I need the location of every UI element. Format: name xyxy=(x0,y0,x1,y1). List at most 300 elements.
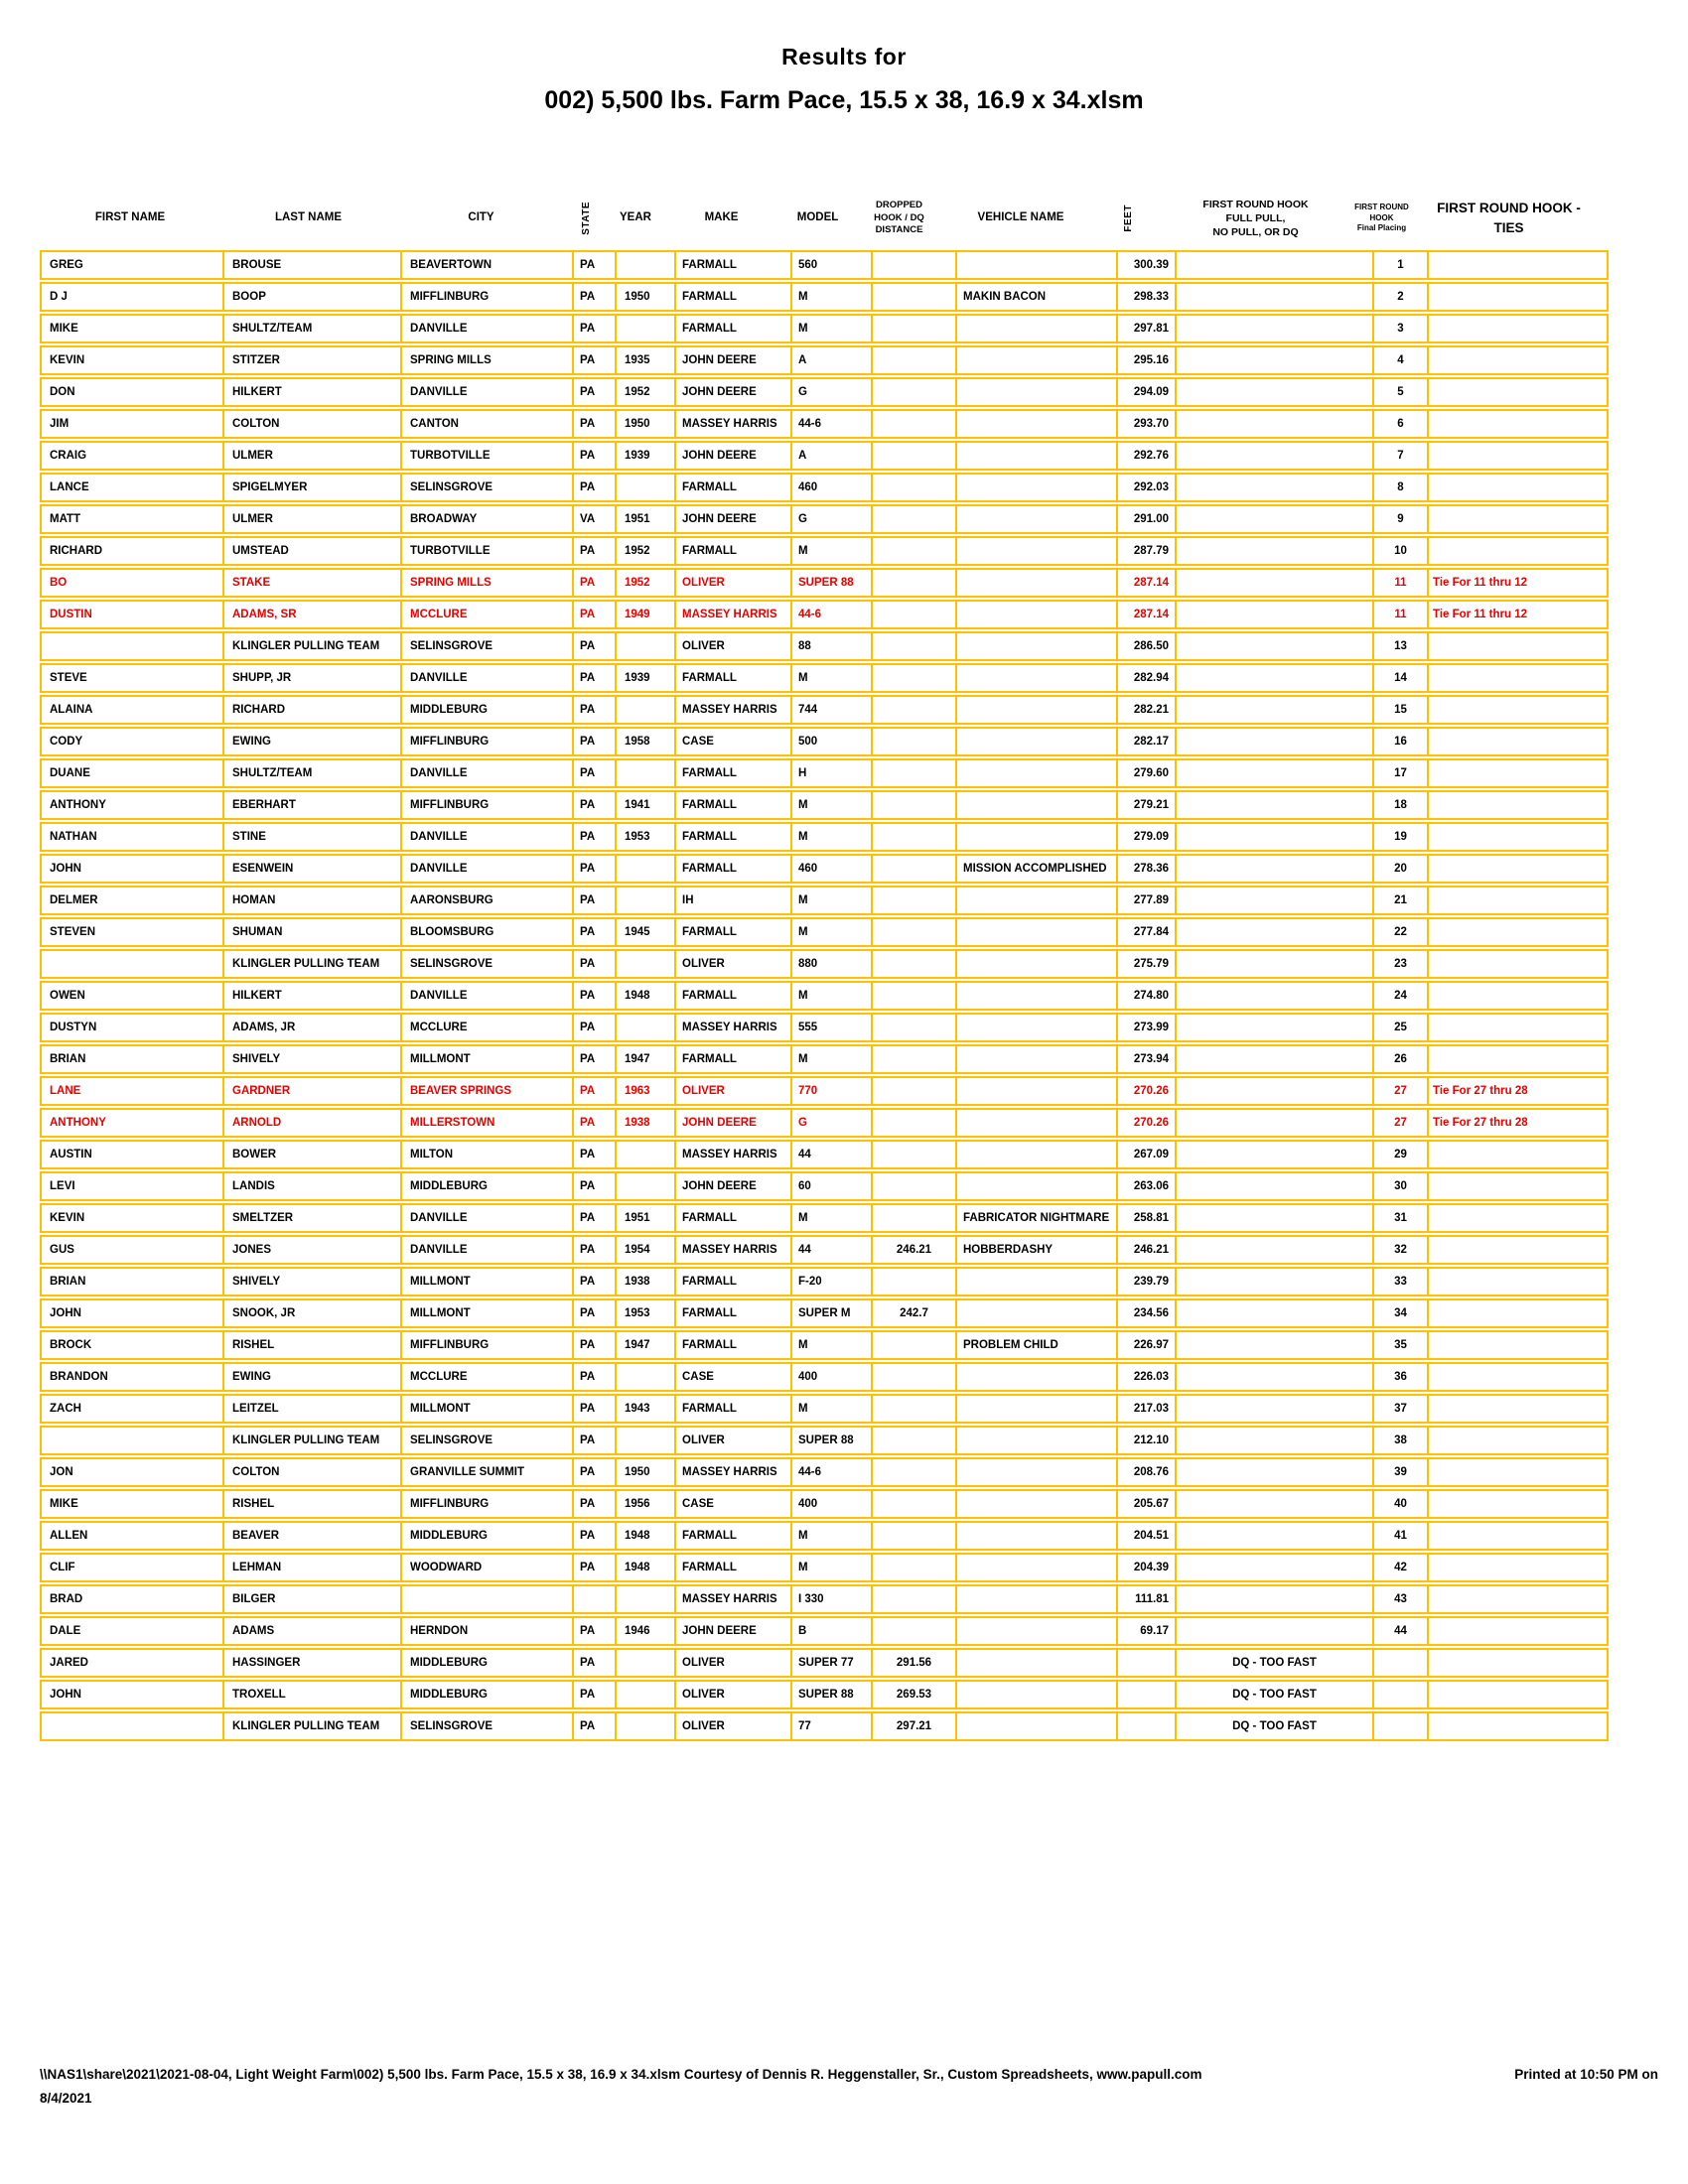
vehicle-cell xyxy=(955,538,1116,564)
feet-cell: 212.10 xyxy=(1116,1428,1175,1453)
year-cell xyxy=(615,856,674,882)
header-first-round-hook: FIRST ROUND HOOK FULL PULL, NO PULL, OR DQ xyxy=(1202,198,1309,239)
ties-cell xyxy=(1427,379,1607,405)
dropped-cell xyxy=(871,1428,955,1453)
first-cell: DELMER xyxy=(50,893,98,906)
model-cell: M xyxy=(790,919,871,945)
make-cell: CASE xyxy=(674,729,790,754)
vehicle-cell xyxy=(955,1586,1116,1612)
feet-cell: 287.79 xyxy=(1116,538,1175,564)
city-cell: MIDDLEBURG xyxy=(400,1173,572,1199)
make-cell: JOHN DEERE xyxy=(674,1110,790,1136)
state-cell: PA xyxy=(572,919,615,945)
placing-cell: 11 xyxy=(1372,602,1427,627)
state-cell: PA xyxy=(572,1269,615,1295)
first-cell: BO xyxy=(50,576,68,589)
ties-cell xyxy=(1427,1300,1607,1326)
vehicle-cell xyxy=(955,379,1116,405)
header-city: CITY xyxy=(468,211,494,224)
ties-cell xyxy=(1427,252,1607,278)
state-cell: PA xyxy=(572,856,615,882)
state-cell xyxy=(572,1586,615,1612)
city-cell: MILLMONT xyxy=(400,1269,572,1295)
header-year: YEAR xyxy=(620,211,651,224)
feet-cell: 267.09 xyxy=(1116,1142,1175,1167)
last-cell: COLTON xyxy=(222,1459,400,1485)
hook-cell xyxy=(1175,792,1372,818)
vehicle-cell xyxy=(955,506,1116,532)
dropped-cell xyxy=(871,824,955,850)
hook-cell xyxy=(1175,951,1372,977)
feet-cell: 287.14 xyxy=(1116,570,1175,596)
city-cell: MIFFLINBURG xyxy=(400,792,572,818)
ties-cell xyxy=(1427,1173,1607,1199)
table-row xyxy=(40,1076,1609,1106)
hook-cell xyxy=(1175,665,1372,691)
make-cell: FARMALL xyxy=(674,1523,790,1549)
ties-cell xyxy=(1427,1364,1607,1390)
feet-cell: 217.03 xyxy=(1116,1396,1175,1422)
last-cell: KLINGLER PULLING TEAM xyxy=(222,633,400,659)
state-cell: PA xyxy=(572,1428,615,1453)
dropped-cell xyxy=(871,1618,955,1644)
dropped-cell xyxy=(871,919,955,945)
state-cell: PA xyxy=(572,475,615,500)
model-cell: F-20 xyxy=(790,1269,871,1295)
first-cell: STEVEN xyxy=(50,925,96,938)
placing-cell: 7 xyxy=(1372,443,1427,469)
model-cell: 44-6 xyxy=(790,411,871,437)
hook-cell xyxy=(1175,887,1372,913)
hook-cell: DQ - TOO FAST xyxy=(1175,1682,1372,1707)
year-cell xyxy=(615,1364,674,1390)
make-cell: OLIVER xyxy=(674,633,790,659)
last-cell: SHULTZ/TEAM xyxy=(222,316,400,341)
hook-cell xyxy=(1175,1300,1372,1326)
last-cell: ARNOLD xyxy=(222,1110,400,1136)
first-cell: BRIAN xyxy=(50,1052,86,1065)
vehicle-cell xyxy=(955,1713,1116,1739)
city-cell: MIFFLINBURG xyxy=(400,1491,572,1517)
city-cell: HERNDON xyxy=(400,1618,572,1644)
first-cell: STEVE xyxy=(50,671,87,684)
hook-cell xyxy=(1175,1332,1372,1358)
model-cell: 744 xyxy=(790,697,871,723)
first-cell: JIM xyxy=(50,417,70,430)
year-cell: 1950 xyxy=(615,411,674,437)
first-cell: JARED xyxy=(50,1656,88,1669)
ties-cell xyxy=(1427,1142,1607,1167)
state-cell: PA xyxy=(572,411,615,437)
make-cell: FARMALL xyxy=(674,919,790,945)
dropped-cell xyxy=(871,602,955,627)
first-cell: ALLEN xyxy=(50,1529,88,1542)
model-cell: M xyxy=(790,1332,871,1358)
city-cell: DANVILLE xyxy=(400,379,572,405)
city-cell: BEAVER SPRINGS xyxy=(400,1078,572,1104)
last-cell: SMELTZER xyxy=(222,1205,400,1231)
make-cell: OLIVER xyxy=(674,1078,790,1104)
model-cell: 400 xyxy=(790,1364,871,1390)
year-cell: 1954 xyxy=(615,1237,674,1263)
feet-cell: 293.70 xyxy=(1116,411,1175,437)
year-cell: 1946 xyxy=(615,1618,674,1644)
last-cell: SHIVELY xyxy=(222,1046,400,1072)
year-cell: 1938 xyxy=(615,1110,674,1136)
title-line1: Results for xyxy=(781,44,907,69)
model-cell: M xyxy=(790,887,871,913)
dropped-cell: 269.53 xyxy=(871,1682,955,1707)
city-cell: DANVILLE xyxy=(400,856,572,882)
first-cell: DUSTIN xyxy=(50,608,92,620)
hook-cell xyxy=(1175,919,1372,945)
model-cell: 400 xyxy=(790,1491,871,1517)
vehicle-cell xyxy=(955,1618,1116,1644)
last-cell: BROUSE xyxy=(222,252,400,278)
last-cell: COLTON xyxy=(222,411,400,437)
year-cell: 1956 xyxy=(615,1491,674,1517)
ties-cell xyxy=(1427,443,1607,469)
make-cell: FARMALL xyxy=(674,284,790,310)
ties-cell xyxy=(1427,506,1607,532)
model-cell: 460 xyxy=(790,856,871,882)
ties-cell: Tie For 11 thru 12 xyxy=(1427,602,1607,627)
table-row xyxy=(40,314,1609,343)
feet-cell: 277.84 xyxy=(1116,919,1175,945)
table-row xyxy=(40,981,1609,1011)
city-cell: TURBOTVILLE xyxy=(400,443,572,469)
header-last-name: LAST NAME xyxy=(274,211,343,224)
placing-cell: 32 xyxy=(1372,1237,1427,1263)
header-dropped-hook: DROPPED HOOK / DQ DISTANCE xyxy=(874,200,924,236)
first-cell: DON xyxy=(50,385,75,398)
placing-cell: 16 xyxy=(1372,729,1427,754)
first-cell: KEVIN xyxy=(50,353,85,366)
first-cell xyxy=(42,1713,222,1739)
dropped-cell xyxy=(871,1173,955,1199)
table-row xyxy=(40,282,1609,312)
make-cell: FARMALL xyxy=(674,1332,790,1358)
placing-cell: 30 xyxy=(1372,1173,1427,1199)
city-cell: GRANVILLE SUMMIT xyxy=(400,1459,572,1485)
table-row xyxy=(40,631,1609,661)
last-cell: SHUPP, JR xyxy=(222,665,400,691)
placing-cell: 20 xyxy=(1372,856,1427,882)
last-cell: STINE xyxy=(222,824,400,850)
vehicle-cell xyxy=(955,1555,1116,1580)
table-row xyxy=(40,886,1609,915)
first-cell: MIKE xyxy=(50,1497,78,1510)
city-cell: CANTON xyxy=(400,411,572,437)
hook-cell xyxy=(1175,1396,1372,1422)
year-cell: 1951 xyxy=(615,1205,674,1231)
city-cell: DANVILLE xyxy=(400,1205,572,1231)
vehicle-cell xyxy=(955,252,1116,278)
vehicle-cell xyxy=(955,887,1116,913)
hook-cell xyxy=(1175,347,1372,373)
ties-cell xyxy=(1427,411,1607,437)
vehicle-cell xyxy=(955,983,1116,1009)
first-cell: DUSTYN xyxy=(50,1021,97,1033)
dropped-cell xyxy=(871,1015,955,1040)
placing-cell xyxy=(1372,1682,1427,1707)
hook-cell xyxy=(1175,1142,1372,1167)
hook-cell xyxy=(1175,1618,1372,1644)
city-cell: MCCLURE xyxy=(400,602,572,627)
placing-cell: 22 xyxy=(1372,919,1427,945)
placing-cell: 15 xyxy=(1372,697,1427,723)
dropped-cell xyxy=(871,983,955,1009)
make-cell: JOHN DEERE xyxy=(674,1618,790,1644)
feet-cell xyxy=(1116,1650,1175,1676)
table-row xyxy=(40,345,1609,375)
hook-cell xyxy=(1175,602,1372,627)
vehicle-cell xyxy=(955,570,1116,596)
vehicle-cell xyxy=(955,1110,1116,1136)
last-cell: LEITZEL xyxy=(222,1396,400,1422)
ties-cell xyxy=(1427,856,1607,882)
model-cell: M xyxy=(790,1523,871,1549)
first-cell: DALE xyxy=(50,1624,81,1637)
feet-cell: 286.50 xyxy=(1116,633,1175,659)
feet-cell: 297.81 xyxy=(1116,316,1175,341)
state-cell: PA xyxy=(572,1364,615,1390)
last-cell: STAKE xyxy=(222,570,400,596)
model-cell: M xyxy=(790,792,871,818)
dropped-cell xyxy=(871,951,955,977)
vehicle-cell xyxy=(955,665,1116,691)
year-cell: 1952 xyxy=(615,570,674,596)
feet-cell: 258.81 xyxy=(1116,1205,1175,1231)
table-row xyxy=(40,1680,1609,1709)
make-cell: JOHN DEERE xyxy=(674,1173,790,1199)
header-ties: FIRST ROUND HOOK - TIES xyxy=(1437,200,1581,235)
city-cell: SELINSGROVE xyxy=(400,951,572,977)
table-row xyxy=(40,1394,1609,1424)
hook-cell xyxy=(1175,697,1372,723)
year-cell xyxy=(615,697,674,723)
vehicle-cell xyxy=(955,1523,1116,1549)
make-cell: FARMALL xyxy=(674,1396,790,1422)
model-cell: SUPER 88 xyxy=(790,1682,871,1707)
vehicle-cell xyxy=(955,951,1116,977)
model-cell: 44 xyxy=(790,1142,871,1167)
city-cell: MILTON xyxy=(400,1142,572,1167)
make-cell: OLIVER xyxy=(674,570,790,596)
last-cell: EWING xyxy=(222,729,400,754)
placing-cell: 5 xyxy=(1372,379,1427,405)
make-cell: MASSEY HARRIS xyxy=(674,602,790,627)
table-row xyxy=(40,854,1609,884)
placing-cell: 1 xyxy=(1372,252,1427,278)
model-cell: M xyxy=(790,824,871,850)
make-cell: OLIVER xyxy=(674,951,790,977)
hook-cell xyxy=(1175,1364,1372,1390)
table-row xyxy=(40,568,1609,598)
placing-cell: 23 xyxy=(1372,951,1427,977)
dropped-cell xyxy=(871,1586,955,1612)
last-cell: EWING xyxy=(222,1364,400,1390)
make-cell: FARMALL xyxy=(674,983,790,1009)
make-cell: OLIVER xyxy=(674,1650,790,1676)
last-cell: ULMER xyxy=(222,443,400,469)
year-cell: 1947 xyxy=(615,1046,674,1072)
year-cell: 1963 xyxy=(615,1078,674,1104)
dropped-cell xyxy=(871,1205,955,1231)
first-cell: CODY xyxy=(50,735,83,748)
model-cell: SUPER 88 xyxy=(790,1428,871,1453)
last-cell: GARDNER xyxy=(222,1078,400,1104)
make-cell: CASE xyxy=(674,1364,790,1390)
year-cell: 1948 xyxy=(615,983,674,1009)
hook-cell xyxy=(1175,1078,1372,1104)
year-cell xyxy=(615,1586,674,1612)
header-vehicle-name: VEHICLE NAME xyxy=(977,211,1064,224)
dropped-cell xyxy=(871,443,955,469)
ties-cell xyxy=(1427,919,1607,945)
dropped-cell xyxy=(871,252,955,278)
header-feet: FEET xyxy=(1122,205,1134,232)
placing-cell: 33 xyxy=(1372,1269,1427,1295)
feet-cell: 279.60 xyxy=(1116,760,1175,786)
first-cell: MATT xyxy=(50,512,81,525)
hook-cell xyxy=(1175,760,1372,786)
table-body xyxy=(40,250,1609,1741)
hook-cell xyxy=(1175,1459,1372,1485)
dropped-cell xyxy=(871,1269,955,1295)
model-cell: H xyxy=(790,760,871,786)
vehicle-cell: MAKIN BACON xyxy=(955,284,1116,310)
state-cell: PA xyxy=(572,1142,615,1167)
hook-cell xyxy=(1175,538,1372,564)
dropped-cell xyxy=(871,729,955,754)
make-cell: CASE xyxy=(674,1491,790,1517)
feet-cell: 282.21 xyxy=(1116,697,1175,723)
city-cell: AARONSBURG xyxy=(400,887,572,913)
feet-cell: 287.14 xyxy=(1116,602,1175,627)
state-cell: PA xyxy=(572,729,615,754)
placing-cell: 34 xyxy=(1372,1300,1427,1326)
last-cell: BILGER xyxy=(222,1586,400,1612)
city-cell: MIDDLEBURG xyxy=(400,1523,572,1549)
first-cell: LANCE xyxy=(50,480,89,493)
placing-cell: 9 xyxy=(1372,506,1427,532)
dropped-cell xyxy=(871,1046,955,1072)
feet-cell: 282.17 xyxy=(1116,729,1175,754)
first-cell: JOHN xyxy=(50,1688,81,1701)
placing-cell: 4 xyxy=(1372,347,1427,373)
hook-cell xyxy=(1175,411,1372,437)
last-cell: ESENWEIN xyxy=(222,856,400,882)
city-cell: SELINSGROVE xyxy=(400,1428,572,1453)
first-cell: ANTHONY xyxy=(50,1116,106,1129)
year-cell: 1938 xyxy=(615,1269,674,1295)
year-cell xyxy=(615,1713,674,1739)
model-cell: M xyxy=(790,538,871,564)
vehicle-cell xyxy=(955,633,1116,659)
year-cell: 1939 xyxy=(615,443,674,469)
header-final-placing: FIRST ROUND HOOK Final Placing xyxy=(1354,203,1409,233)
hook-cell xyxy=(1175,1491,1372,1517)
model-cell: A xyxy=(790,347,871,373)
first-cell: JOHN xyxy=(50,862,81,875)
last-cell: SPIGELMYER xyxy=(222,475,400,500)
last-cell: HASSINGER xyxy=(222,1650,400,1676)
year-cell: 1950 xyxy=(615,284,674,310)
ties-cell xyxy=(1427,1459,1607,1485)
vehicle-cell xyxy=(955,1396,1116,1422)
table-row xyxy=(40,1171,1609,1201)
ties-cell xyxy=(1427,284,1607,310)
dropped-cell xyxy=(871,538,955,564)
feet-cell: 226.97 xyxy=(1116,1332,1175,1358)
vehicle-cell xyxy=(955,1300,1116,1326)
city-cell: SPRING MILLS xyxy=(400,347,572,373)
first-cell: OWEN xyxy=(50,989,85,1002)
feet-cell: 273.94 xyxy=(1116,1046,1175,1072)
placing-cell: 44 xyxy=(1372,1618,1427,1644)
hook-cell xyxy=(1175,1523,1372,1549)
year-cell: 1953 xyxy=(615,1300,674,1326)
state-cell: PA xyxy=(572,697,615,723)
vehicle-cell xyxy=(955,792,1116,818)
vehicle-cell xyxy=(955,316,1116,341)
feet-cell: 204.51 xyxy=(1116,1523,1175,1549)
model-cell: 44-6 xyxy=(790,1459,871,1485)
model-cell: 77 xyxy=(790,1713,871,1739)
feet-cell xyxy=(1116,1682,1175,1707)
state-cell: PA xyxy=(572,443,615,469)
year-cell xyxy=(615,1428,674,1453)
placing-cell: 2 xyxy=(1372,284,1427,310)
last-cell: UMSTEAD xyxy=(222,538,400,564)
dropped-cell xyxy=(871,1523,955,1549)
hook-cell xyxy=(1175,379,1372,405)
model-cell: 555 xyxy=(790,1015,871,1040)
feet-cell: 275.79 xyxy=(1116,951,1175,977)
placing-cell: 19 xyxy=(1372,824,1427,850)
city-cell: SELINSGROVE xyxy=(400,633,572,659)
last-cell: RICHARD xyxy=(222,697,400,723)
first-cell: ALAINA xyxy=(50,703,93,716)
feet-cell: 295.16 xyxy=(1116,347,1175,373)
dropped-cell xyxy=(871,1332,955,1358)
header-first-name: FIRST NAME xyxy=(94,211,166,224)
placing-cell: 39 xyxy=(1372,1459,1427,1485)
first-cell: BRAD xyxy=(50,1592,83,1605)
hook-cell xyxy=(1175,1015,1372,1040)
model-cell: 770 xyxy=(790,1078,871,1104)
table-row xyxy=(40,1298,1609,1328)
last-cell: ULMER xyxy=(222,506,400,532)
state-cell: PA xyxy=(572,887,615,913)
city-cell: MIDDLEBURG xyxy=(400,697,572,723)
hook-cell xyxy=(1175,1110,1372,1136)
make-cell: FARMALL xyxy=(674,824,790,850)
feet-cell xyxy=(1116,1713,1175,1739)
feet-cell: 278.36 xyxy=(1116,856,1175,882)
hook-cell xyxy=(1175,570,1372,596)
year-cell: 1943 xyxy=(615,1396,674,1422)
dropped-cell: 291.56 xyxy=(871,1650,955,1676)
ties-cell xyxy=(1427,1046,1607,1072)
ties-cell xyxy=(1427,633,1607,659)
ties-cell xyxy=(1427,1682,1607,1707)
state-cell: PA xyxy=(572,1015,615,1040)
table-row xyxy=(40,1426,1609,1455)
model-cell: G xyxy=(790,1110,871,1136)
ties-cell xyxy=(1427,1555,1607,1580)
